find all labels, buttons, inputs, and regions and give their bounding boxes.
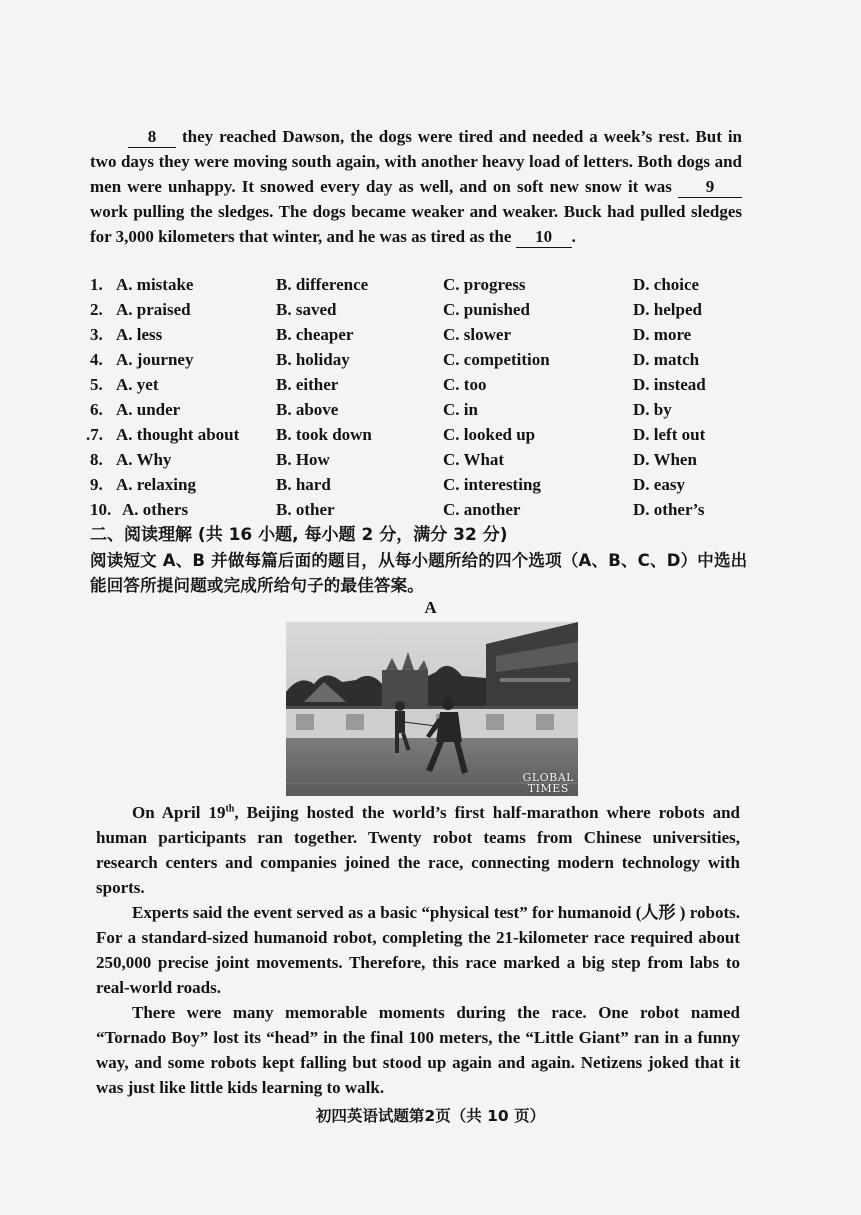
option-b: B. hard [276, 475, 331, 494]
cloze-options [86, 272, 750, 522]
option-row [90, 297, 750, 322]
question-number: 2. [90, 300, 103, 319]
option-c: C. in [443, 400, 478, 419]
blank-9: 9 [678, 177, 742, 198]
photo-graphic [286, 622, 578, 796]
cloze-text-1: they reached Dawson, the dogs were tired and needed a week’s rest. But in two days they were moving south again, with another heavy load of letters. Both dogs and men were unhappy. It snowed every day as well, and on soft new snow it was [90, 127, 743, 196]
question-number: 3. [90, 325, 103, 344]
option-row [90, 472, 750, 497]
option-d: D. easy [633, 475, 685, 494]
option-row [90, 272, 750, 297]
section-instructions: 阅读短文 A、B 并做每篇后面的题目，从每小题所给的四个选项（A、B、C、D）中选出能回答所提问题或完成所给句子的最佳答案。 [90, 551, 748, 595]
option-row [90, 372, 750, 397]
option-d: D. other’s [633, 500, 705, 519]
option-c: C. progress [443, 275, 526, 294]
race-photo [286, 622, 578, 796]
watermark-line-1: GLOBAL [522, 771, 574, 784]
page-footer: 初四英语试题第2页（共 10 页） [315, 1107, 546, 1125]
option-d: D. When [633, 450, 697, 469]
question-number: 4. [90, 350, 103, 369]
option-a: A. under [116, 400, 181, 419]
option-d: D. helped [633, 300, 702, 319]
option-a: A. yet [116, 375, 159, 394]
question-number: 9. [90, 475, 103, 494]
option-b: B. difference [276, 275, 369, 294]
question-number: .7. [86, 425, 103, 444]
paragraph-1-rest: , Beijing hosted the world’s first half-marathon where robots and human participants ran together. Twenty robot teams from Chinese universities, research centers and companies joined the race, connecting modern technology with sports. [96, 803, 740, 897]
global-times-watermark [523, 772, 574, 794]
option-row [86, 422, 750, 447]
option-d: D. more [633, 325, 692, 344]
blank-10: 10 [516, 227, 572, 248]
question-number: 8. [90, 450, 103, 469]
option-row [90, 347, 750, 372]
cloze-passage-end [90, 124, 742, 249]
option-d: D. by [633, 400, 672, 419]
option-c: C. looked up [443, 425, 536, 444]
option-b: B. How [276, 450, 330, 469]
question-number: 5. [90, 375, 103, 394]
option-c: C. too [443, 375, 487, 394]
paragraph-2: Experts said the event served as a basic “physical test” for humanoid (人形 ) robots. For a standard-sized humanoid robot, completing the 21-kilometer race required about 250,000 precise joint movements. Therefore, this race marked a big step from labs to real-world roads. [96, 903, 740, 997]
watermark-line-2: TIMES [527, 782, 569, 795]
option-b: B. either [276, 375, 339, 394]
passage-a [96, 800, 740, 1100]
option-a: A. Why [116, 450, 172, 469]
option-a: A. relaxing [116, 475, 196, 494]
option-b: B. other [276, 500, 335, 519]
option-row [90, 447, 750, 472]
question-number: 10. [90, 500, 112, 519]
cloze-text-2: work pulling the sledges. The dogs became weaker and weaker. Buck had pulled sledges for 3,000 kilometers that winter, and he was as tired as the [90, 202, 742, 246]
option-d: D. left out [633, 425, 706, 444]
option-b: B. saved [276, 300, 337, 319]
question-number: 1. [90, 275, 103, 294]
option-c: C. interesting [443, 475, 541, 494]
cloze-text-3: . [571, 227, 576, 246]
option-a: A. others [122, 500, 189, 519]
paragraph-3: There were many memorable moments during the race. One robot named “Tornado Boy” lost its “head” in the final 100 meters, the “Little Giant” ran in a funny way, and some robots kept falling but stood up again and again. Netizens joked that it was just like little kids learning to walk. [96, 1003, 740, 1097]
option-c: C. slower [443, 325, 511, 344]
paragraph-1-start: On April 19 [132, 803, 226, 822]
blank-8: 8 [128, 127, 176, 148]
option-row [90, 497, 750, 522]
option-b: B. took down [276, 425, 372, 444]
ordinal-suffix: th [225, 803, 235, 815]
question-number: 6. [90, 400, 103, 419]
option-a: A. thought about [116, 425, 240, 444]
option-c: C. What [443, 450, 505, 469]
option-a: A. praised [116, 300, 191, 319]
option-d: D. instead [633, 375, 706, 394]
passage-label: A [424, 598, 437, 617]
section-title: 二、阅读理解 (共 16 小题, 每小题 2 分，满分 32 分) [90, 525, 508, 545]
paragraph-1 [96, 800, 740, 900]
option-c: C. competition [443, 350, 550, 369]
option-b: B. holiday [276, 350, 350, 369]
option-a: A. mistake [116, 275, 194, 294]
option-d: D. choice [633, 275, 700, 294]
option-b: B. above [276, 400, 339, 419]
option-a: A. less [116, 325, 163, 344]
option-row [90, 322, 750, 347]
option-d: D. match [633, 350, 700, 369]
option-row [90, 397, 750, 422]
option-b: B. cheaper [276, 325, 354, 344]
option-c: C. punished [443, 300, 530, 319]
option-c: C. another [443, 500, 521, 519]
option-a: A. journey [116, 350, 194, 369]
